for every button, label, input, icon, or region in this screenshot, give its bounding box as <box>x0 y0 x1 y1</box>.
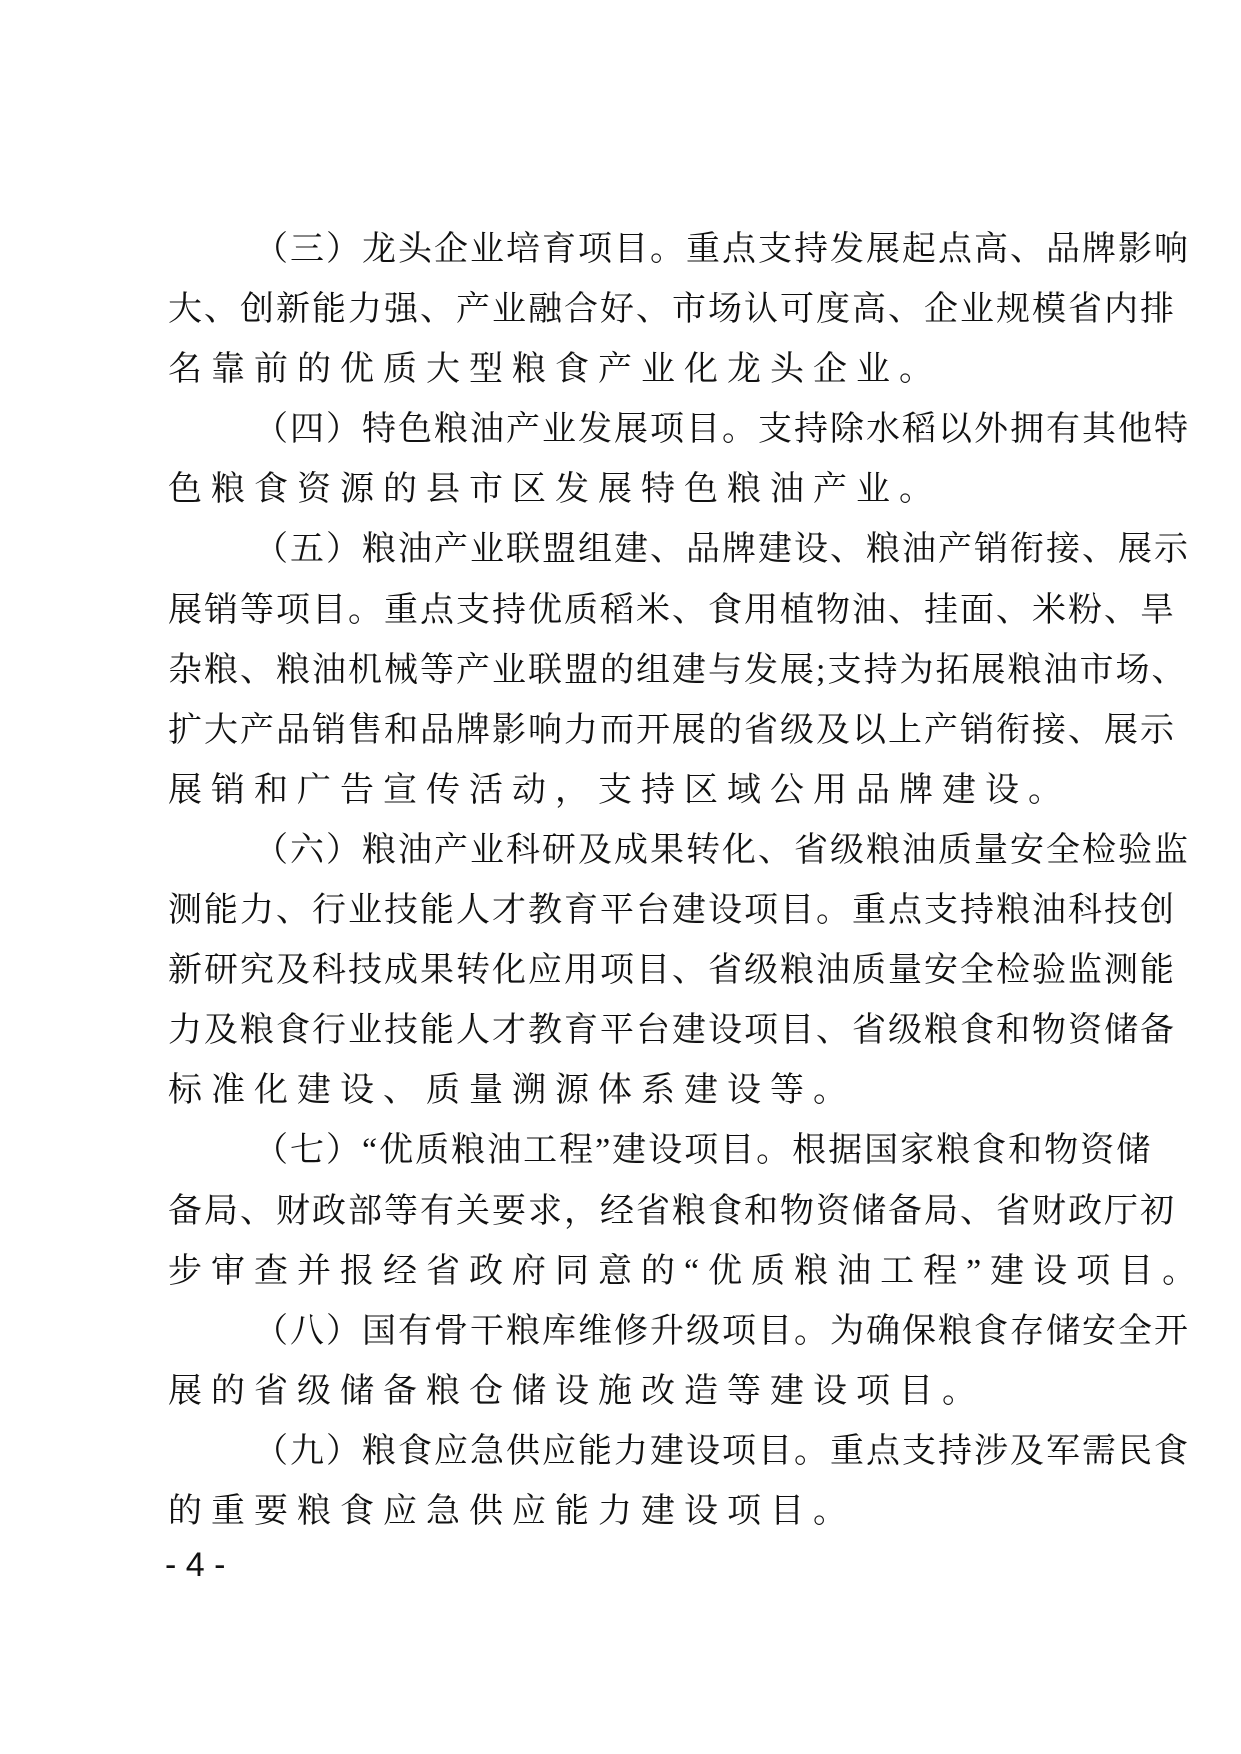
paragraph-line: 备局、财政部等有关要求，经省粮食和物资储备局、省财政厅初 <box>168 1192 1176 1230</box>
paragraph <box>168 520 1190 820</box>
paragraph-line: （三）龙头企业培育项目。重点支持发展起点高、品牌影响 <box>254 231 1190 268</box>
paragraph-line: （五）粮油产业联盟组建、品牌建设、粮油产销衔接、展示 <box>254 531 1190 569</box>
paragraph-line: 力及粮食行业技能人才教育平台建设项目、省级粮食和物资储备 <box>168 1012 1176 1050</box>
paragraph-line: 大、创新能力强、产业融合好、市场认可度高、企业规模省内排 <box>168 291 1176 329</box>
paragraph-line: 展的省级储备粮仓储设施改造等建设项目。 <box>168 1372 985 1410</box>
paragraph-line: （九）粮食应急供应能力建设项目。重点支持涉及军需民食 <box>254 1432 1190 1470</box>
paragraph-line: （八）国有骨干粮库维修升级项目。为确保粮食存储安全开 <box>254 1312 1190 1350</box>
paragraph-line: 新研究及科技成果转化应用项目、省级粮油质量安全检验监测能 <box>168 952 1176 990</box>
paragraph-line: 展销和广告宣传活动，支持区域公用品牌建设。 <box>168 771 1071 809</box>
paragraph-line: （六）粮油产业科研及成果转化、省级粮油质量安全检验监 <box>254 831 1190 869</box>
paragraph-line: （四）特色粮油产业发展项目。支持除水稻以外拥有其他特 <box>254 411 1190 449</box>
paragraph <box>168 821 1190 1121</box>
paragraph <box>168 1422 1190 1542</box>
paragraph-line: （七）“优质粮油工程”建设项目。根据国家粮食和物资储 <box>254 1132 1153 1170</box>
paragraph <box>168 220 1190 400</box>
paragraph-line: 步审查并报经省政府同意的“优质粮油工程”建设项目。 <box>168 1252 1206 1290</box>
paragraph <box>168 1302 1190 1422</box>
paragraph-line: 测能力、行业技能人才教育平台建设项目。重点支持粮油科技创 <box>168 892 1176 930</box>
paragraph-line: 色粮食资源的县市区发展特色粮油产业。 <box>168 471 942 509</box>
paragraph-line: 标准化建设、质量溯源体系建设等。 <box>168 1072 856 1110</box>
paragraph <box>168 400 1190 520</box>
document-body <box>168 220 1206 1542</box>
paragraph-line: 展销等项目。重点支持优质稻米、食用植物油、挂面、米粉、旱 <box>168 591 1176 629</box>
paragraph <box>168 1121 1206 1301</box>
paragraph-line: 杂粮、粮油机械等产业联盟的组建与发展;支持为拓展粮油市场、 <box>168 651 1188 689</box>
paragraph-line: 扩大产品销售和品牌影响力而开展的省级及以上产销衔接、展示 <box>168 711 1176 749</box>
paragraph-line: 的重要粮食应急供应能力建设项目。 <box>168 1492 856 1530</box>
page-number: - 4 - <box>165 1546 226 1584</box>
paragraph-line: 名靠前的优质大型粮食产业化龙头企业。 <box>168 351 942 389</box>
